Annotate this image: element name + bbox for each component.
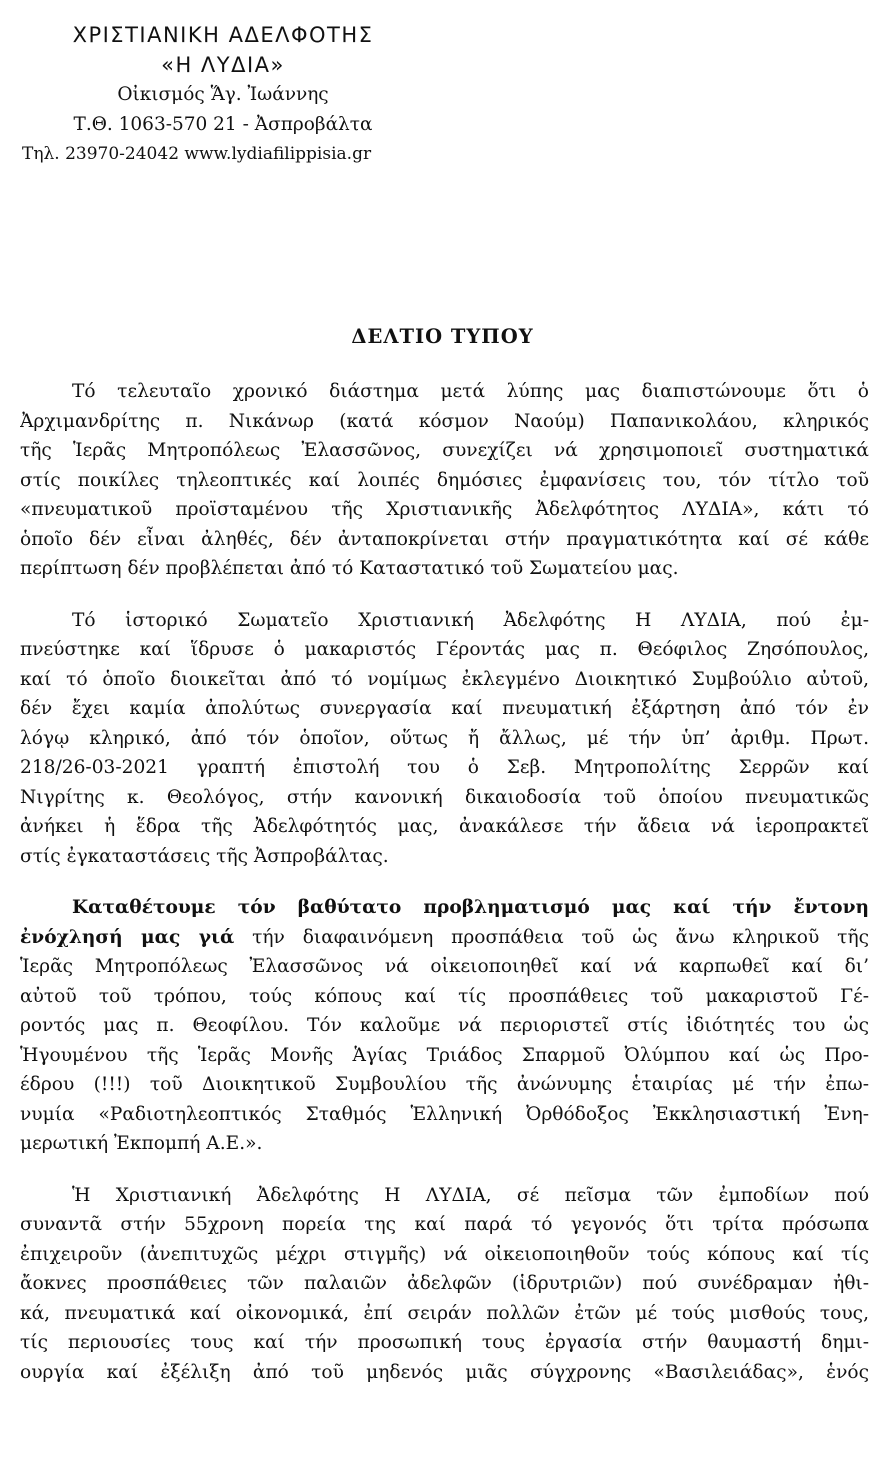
text-run: τήν διαφαινόμενη προσπάθεια τοῦ ὡς ἄνω κληρικοῦ τῆς — [234, 926, 869, 948]
document-title: ΔΕΛΤΙΟ ΤΥΠΟΥ — [351, 325, 534, 348]
text-line: ὁποῖο δέν εἶναι ἀληθές, δέν ἀνταποκρίνεται στήν πραγματικότητα καί σέ κάθε — [20, 528, 869, 550]
bold-text-run: ἐνόχλησή μας γιά — [20, 926, 235, 948]
text-line: συναντᾶ στήν 55χρονη πορεία της καί παρά τό γεγονός ὅτι τρίτα πρόσωπα — [20, 1214, 869, 1235]
contact-line: Τηλ. 23970-24042 www.lydiafilippisia.gr — [22, 144, 372, 164]
document-body — [20, 377, 869, 1409]
letterhead — [18, 20, 428, 168]
text-line: «πνευματικοῦ προϊσταμένου τῆς Χριστιανικῆς Ἀδελφότητος ΛΥΔΙΑ», κάτι τό — [20, 499, 869, 520]
text-line: ἐπιχειροῦν (ἀνεπιτυχῶς μέχρι στιγμῆς) νά οἰκειοποιηθοῦν τούς κόπους καί τίς — [20, 1243, 869, 1265]
po-box-line: Τ.Θ. 1063-570 21 - Ἀσπροβάλτα — [73, 114, 373, 135]
text-line: νυμία «Ραδιοτηλεοπτικός Σταθμός Ἑλληνική Ὀρθόδοξος Ἐκκλησιαστική Ἐνη- — [20, 1103, 869, 1125]
text-line: τίς περιουσίες τους καί τήν προσωπική τους ἐργασία στήν θαυμαστή δημι- — [20, 1332, 869, 1353]
text-line: στίς ἐγκαταστάσεις τῆς Ἀσπροβάλτας. — [20, 845, 389, 867]
text-line: μερωτική Ἐκπομπή Α.Ε.». — [20, 1133, 263, 1154]
text-line — [20, 923, 869, 953]
organization-subtitle: «Η ΛΥΔΙΑ» — [161, 53, 285, 77]
text-line: Ἡγουμένου τῆς Ἱερᾶς Μονῆς Ἁγίας Τριάδος Σπαρμοῦ Ὀλύμπου καί ὡς Προ- — [20, 1044, 869, 1066]
text-line: Ἱερᾶς Μητροπόλεως Ἐλασσῶνος νά οἰκειοποιηθεῖ καί νά καρπωθεῖ καί δι’ — [20, 956, 869, 977]
paragraph-1 — [20, 377, 869, 584]
bold-text-line: Καταθέτουμε τόν βαθύτατο προβληματισμό μας καί τήν ἔντονη — [72, 897, 869, 918]
text-line: αὐτοῦ τοῦ τρόπου, τούς κόπους καί τίς προσπάθειες τοῦ μακαριστοῦ Γέ- — [20, 985, 869, 1007]
text-line: δέν ἔχει καμία ἀπολύτως συνεργασία καί πνευματική ἐξάρτηση ἀπό τόν ἐν — [20, 698, 869, 719]
text-line: ἄοκνες προσπάθειες τῶν παλαιῶν ἀδελφῶν (ἱδρυτριῶν) πού συνέδραμαν ἠθι- — [20, 1273, 869, 1294]
address-line: Οἰκισμός Ἅγ. Ἰωάννης — [117, 84, 329, 105]
text-line: κά, πνευματικά καί οἰκονομικά, ἐπί σειράν πολλῶν ἐτῶν μέ τούς μισθούς τους, — [20, 1302, 869, 1324]
text-line: καί τό ὁποῖο διοικεῖται ἀπό τό νομίμως ἐκλεγμένο Διοικητικό Συμβούλιο αὐτοῦ, — [20, 668, 869, 690]
organization-name: ΧΡΙΣΤΙΑΝΙΚΗ ΑΔΕΛΦΟΤΗΣ — [72, 23, 374, 47]
text-line: 218/26-03-2021 γραπτή ἐπιστολή του ὁ Σεβ. Μητροπολίτης Σερρῶν καί — [20, 757, 869, 778]
text-line: ουργία καί ἐξέλιξη ἀπό τοῦ μηδενός μιᾶς σύγχρονης «Βασιλειάδας», ἑνός — [20, 1361, 869, 1383]
text-line: Νιγρίτης κ. Θεολόγος, στήν κανονική δικαιοδοσία τοῦ ὁποίου πνευματικῶς — [20, 786, 869, 808]
text-line: Ἡ Χριστιανική Ἀδελφότης Η ΛΥΔΙΑ, σέ πεῖσμα τῶν ἐμποδίων πού — [72, 1184, 869, 1206]
text-line: στίς ποικίλες τηλεοπτικές καί λοιπές δημόσιες ἐμφανίσεις του, τόν τίτλο τοῦ — [20, 469, 869, 491]
text-line: τῆς Ἱερᾶς Μητροπόλεως Ἐλασσῶνος, συνεχίζει νά χρησιμοποιεῖ συστηματικά — [20, 440, 869, 461]
text-line: λόγῳ κληρικό, ἀπό τόν ὁποῖον, οὕτως ἤ ἄλλως, μέ τήν ὑπ’ ἀριθμ. Πρωτ. — [20, 727, 869, 749]
text-line: Ἀρχιμανδρίτης π. Νικάνωρ (κατά κόσμον Ναούμ) Παπανικολάου, κληρικός — [20, 410, 869, 432]
text-line: ἀνήκει ἡ ἕδρα τῆς Ἀδελφότητός μας, ἀνακάλεσε τήν ἄδεια νά ἱεροπρακτεῖ — [20, 816, 869, 837]
text-line: ροντός μας π. Θεοφίλου. Τόν καλοῦμε νά περιοριστεῖ στίς ἰδιότητές του ὡς — [20, 1015, 869, 1036]
text-line: έδρου (!!!) τοῦ Διοικητικοῦ Συμβουλίου τῆς ἀνώνυμης ἑταιρίας μέ τήν ἐπω- — [20, 1074, 869, 1095]
paragraph-4 — [20, 1181, 869, 1388]
paragraph-3 — [20, 893, 869, 1159]
text-line: Τό τελευταῖο χρονικό διάστημα μετά λύπης μας διαπιστώνουμε ὅτι ὁ — [72, 381, 869, 402]
text-line: περίπτωση δέν προβλέπεται ἀπό τό Καταστατικό τοῦ Σωματείου μας. — [20, 558, 679, 579]
text-line: Τό ἱστορικό Σωματεῖο Χριστιανική Ἀδελφότης Η ΛΥΔΙΑ, πού ἐμ- — [72, 609, 869, 631]
text-line: πνεύστηκε καί ἵδρυσε ὁ μακαριστός Γέροντάς μας π. Θεόφιλος Ζησόπουλος, — [20, 639, 869, 660]
paragraph-2 — [20, 606, 869, 872]
